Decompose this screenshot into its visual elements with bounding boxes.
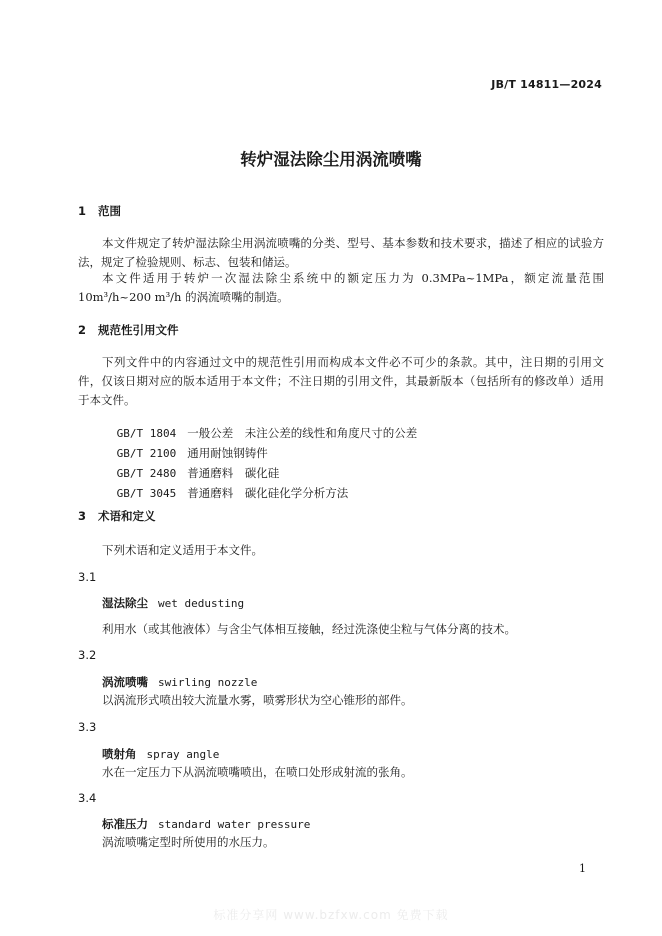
term-chinese: 湿法除尘	[102, 596, 148, 610]
term-entry	[102, 595, 244, 611]
reference-code: GB/T 2100	[116, 447, 177, 460]
term-entry	[102, 746, 219, 762]
term-definition: 涡流喷嘴定型时所使用的水压力。	[102, 835, 275, 849]
term-entry	[102, 674, 257, 690]
section-1-para-1: 本文件规定了转炉湿法除尘用涡流喷嘴的分类、型号、基本参数和技术要求，描述了相应的试验方法，规定了检验规则、标志、包装和储运。	[78, 236, 604, 269]
section-3-title: 术语和定义	[98, 509, 156, 523]
term-english: spray angle	[146, 748, 220, 761]
section-2-para-1: 下列文件中的内容通过文中的规范性引用而构成本文件必不可少的条款。其中，注日期的引用文件，仅该日期对应的版本适用于本文件；不注日期的引用文件，其最新版本（包括所有的修改单）适用于本文件。	[78, 355, 604, 407]
page-number: 1	[579, 862, 586, 875]
section-2-title: 规范性引用文件	[98, 323, 179, 337]
section-3-heading	[78, 508, 156, 524]
section-1-title: 范围	[98, 204, 121, 218]
section-2-heading	[78, 322, 179, 338]
reference-title: 一般公差 未注公差的线性和角度尺寸的公差	[187, 426, 418, 440]
section-3-number: 3	[78, 509, 87, 523]
term-english: standard water pressure	[158, 818, 311, 831]
section-1-heading	[78, 203, 121, 219]
term-number: 3.3	[78, 720, 97, 734]
document-title: 转炉湿法除尘用涡流喷嘴	[240, 150, 422, 169]
section-1-number: 1	[78, 204, 87, 218]
reference-code: GB/T 2480	[116, 467, 177, 480]
term-definition: 水在一定压力下从涡流喷嘴喷出，在喷口处形成射流的张角。	[102, 765, 413, 779]
term-english: swirling nozzle	[158, 676, 258, 689]
term-number: 3.2	[78, 648, 97, 662]
term-english: wet dedusting	[158, 597, 245, 610]
section-1-para-2: 本文件适用于转炉一次湿法除尘系统中的额定压力为 0.3MPa~1MPa，额定流量范围 10m³/h~200 m³/h 的涡流喷嘴的制造。	[78, 271, 604, 304]
term-chinese: 喷射角	[102, 747, 137, 761]
reference-title: 通用耐蚀钢铸件	[187, 446, 268, 460]
term-definition: 以涡流形式喷出较大流量水雾，喷雾形状为空心锥形的部件。	[102, 693, 413, 707]
reference-title: 普通磨料 碳化硅化学分析方法	[187, 486, 349, 500]
term-chinese: 涡流喷嘴	[102, 675, 148, 689]
reference-title: 普通磨料 碳化硅	[187, 466, 280, 480]
reference-code: GB/T 3045	[116, 487, 177, 500]
standard-number: JB/T 14811—2024	[491, 78, 602, 91]
term-number: 3.1	[78, 570, 97, 584]
section-2-number: 2	[78, 323, 87, 337]
term-chinese: 标准压力	[102, 817, 148, 831]
reference-code: GB/T 1804	[116, 427, 177, 440]
section-3-intro: 下列术语和定义适用于本文件。	[102, 543, 263, 557]
term-entry	[102, 816, 310, 832]
term-number: 3.4	[78, 791, 97, 805]
term-definition: 利用水（或其他液体）与含尘气体相互接触，经过洗涤使尘粒与气体分离的技术。	[102, 622, 516, 636]
watermark: 标准分享网 www.bzfxw.com 免费下载	[213, 908, 449, 922]
